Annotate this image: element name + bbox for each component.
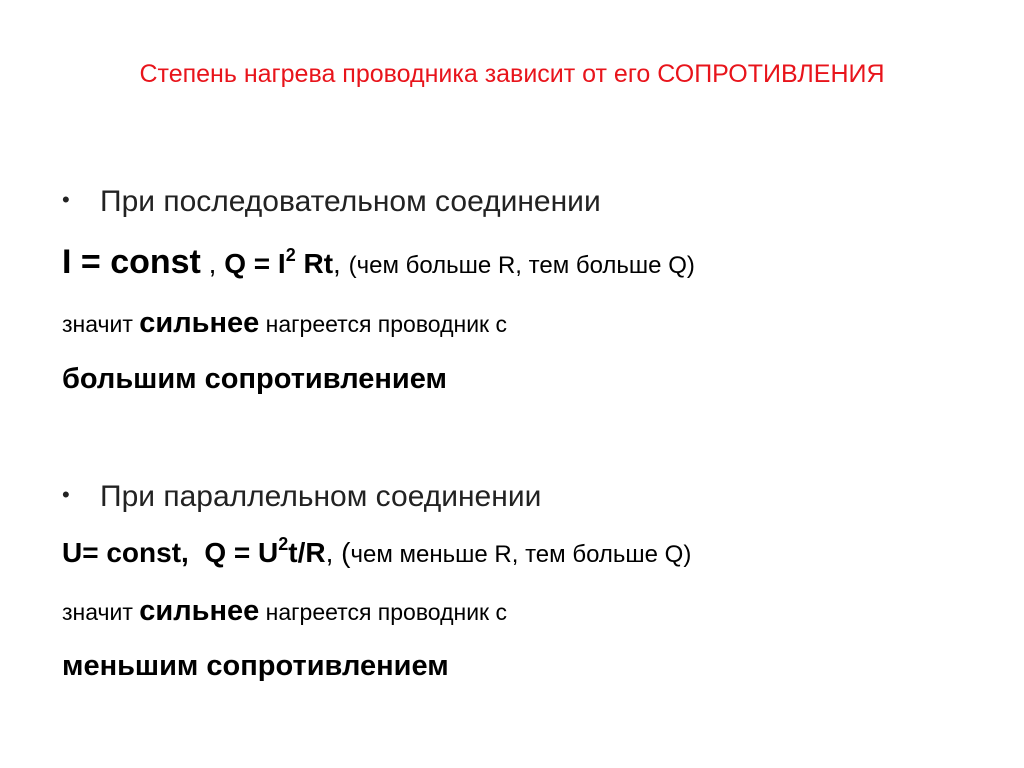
bullet-icon: •: [62, 482, 70, 507]
joule-law-suffix: t/R: [288, 537, 326, 568]
formula-comma: ,: [333, 248, 349, 279]
parallel-meaning: [62, 595, 507, 628]
series-heading: При последовательном соединении: [100, 185, 601, 218]
meaning-prefix: значит: [62, 311, 140, 337]
joule-law-suffix: Rt: [295, 248, 334, 279]
meaning-suffix: нагреется проводник с: [259, 599, 507, 625]
current-const: I = const: [62, 243, 201, 281]
joule-law-prefix: Q = I: [224, 248, 286, 279]
meaning-emphasis: сильнее: [139, 307, 260, 339]
series-formula: [62, 244, 695, 284]
formula-separator: ,: [200, 248, 225, 279]
series-heading-row: [62, 182, 601, 220]
exponent: 2: [278, 534, 289, 554]
slide-title: Степень нагрева проводника зависит от его СОПРОТИВЛЕНИЯ: [139, 60, 885, 88]
parallel-formula: [62, 535, 691, 573]
exponent: 2: [285, 245, 296, 265]
voltage-const: U= const,: [62, 537, 189, 568]
series-meaning: [62, 307, 507, 340]
parallel-conclusion: меньшим сопротивлением: [62, 650, 449, 682]
parallel-heading: При параллельном соединении: [100, 480, 542, 513]
series-note: (чем больше R, тем больше Q): [348, 252, 695, 279]
meaning-prefix: значит: [62, 599, 140, 625]
parallel-note: чем меньше R, тем больше Q): [350, 541, 692, 568]
series-conclusion: большим сопротивлением: [62, 363, 447, 395]
parallel-heading-row: [62, 477, 541, 515]
meaning-emphasis: сильнее: [139, 595, 260, 627]
formula-comma: , (: [325, 537, 351, 568]
meaning-suffix: нагреется проводник с: [259, 311, 507, 337]
joule-law-prefix: Q = U: [188, 537, 279, 568]
bullet-icon: •: [62, 187, 70, 212]
